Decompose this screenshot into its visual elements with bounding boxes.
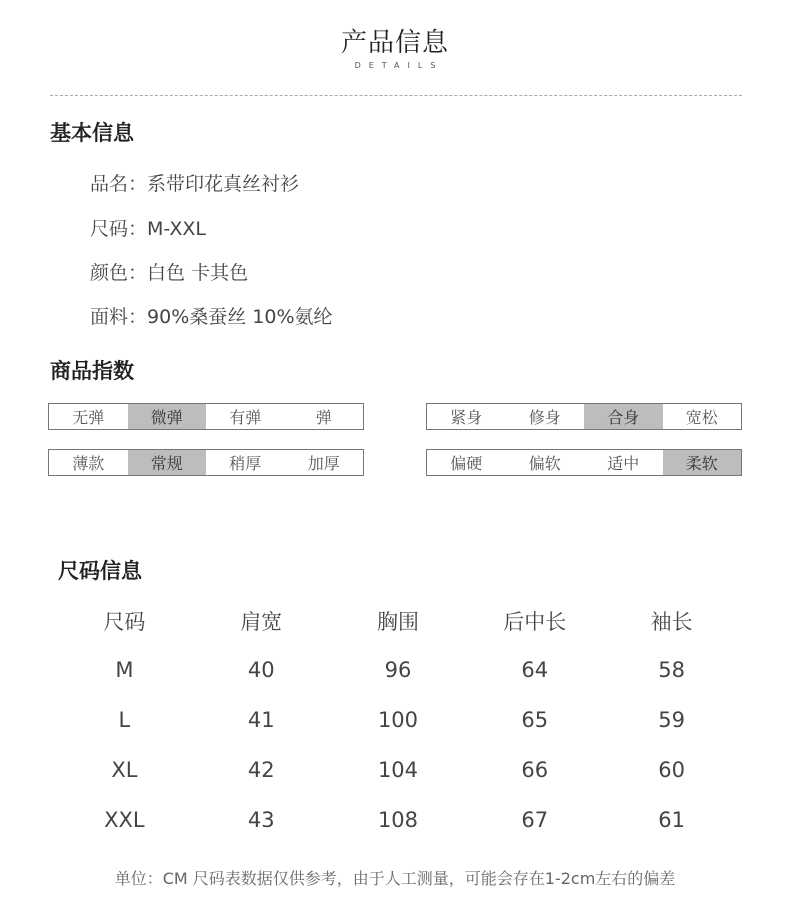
elasticity-scale [48,403,364,430]
table-cell: 60 [658,758,685,782]
scale-option: 有弹 [229,408,262,427]
table-header-row [56,597,740,645]
column-header: 后中长 [503,610,567,634]
table-cell: 66 [521,758,549,782]
column-header: 袖长 [650,610,693,634]
size-table [56,597,740,845]
table-cell: 41 [247,708,275,732]
table-cell: 100 [377,708,419,732]
scale-option: 常规 [128,450,207,475]
table-cell: 67 [521,808,549,832]
table-cell: 43 [247,808,275,832]
basic-info-heading: 基本信息 [50,121,134,145]
table-row [56,645,740,695]
fit-scale [426,403,742,430]
info-separator: ： [128,218,148,240]
table-cell: L [118,708,131,732]
scale-option: 薄款 [72,454,105,473]
dashed-divider [50,95,742,96]
scale-option: 柔软 [663,450,742,475]
scale-option: 紧身 [450,408,483,427]
scale-option: 修身 [528,408,561,427]
product-index-heading: 商品指数 [50,359,134,383]
table-cell: M [115,658,134,682]
thickness-scale [48,449,364,476]
table-cell: 61 [658,808,685,832]
info-separator: ： [128,306,148,328]
table-cell: 64 [521,658,549,682]
size-info-heading: 尺码信息 [58,559,142,583]
column-header: 胸围 [376,610,419,634]
info-row-size [90,214,206,241]
table-cell: 96 [384,658,412,682]
info-row-name [90,169,299,196]
info-label: 颜色 [90,262,129,284]
scale-option: 无弹 [72,408,105,427]
table-cell: 104 [377,758,419,782]
info-value: 白色 卡其色 [147,262,249,284]
info-row-fabric [90,302,333,329]
scale-option: 微弹 [128,404,207,429]
table-cell: 42 [247,758,275,782]
table-cell: 59 [658,708,685,732]
table-cell: XL [111,758,138,782]
info-label: 尺码 [90,218,129,240]
scale-option: 弹 [315,408,332,427]
info-separator: ： [128,262,148,284]
column-header: 尺码 [103,610,146,634]
info-separator: ： [128,173,148,195]
page-subtitle: DETAILS [354,61,444,70]
scale-option: 适中 [607,454,640,473]
scale-option: 稍厚 [229,454,262,473]
table-cell: 108 [377,808,419,832]
scale-option: 偏硬 [450,454,483,473]
scale-option: 宽松 [685,408,718,427]
table-cell: 40 [247,658,275,682]
scale-option: 加厚 [307,454,340,473]
page-title: 产品信息 [340,28,449,58]
info-value: 90%桑蚕丝 10%氨纶 [147,306,333,328]
info-label: 品名 [90,173,129,195]
info-row-color [90,258,248,285]
info-label: 面料 [90,306,129,328]
info-value: M-XXL [147,218,206,240]
table-cell: XXL [104,808,145,832]
column-header: 肩宽 [240,610,283,634]
table-row [56,695,740,745]
scale-option: 偏软 [528,454,561,473]
info-value: 系带印花真丝衬衫 [147,173,300,195]
table-cell: 58 [658,658,685,682]
size-note: 单位：CM 尺码表数据仅供参考，由于人工测量，可能会存在1-2cm左右的偏差 [114,869,676,888]
scale-option: 合身 [584,404,663,429]
table-row [56,745,740,795]
softness-scale [426,449,742,476]
table-row [56,795,740,845]
table-cell: 65 [521,708,549,732]
